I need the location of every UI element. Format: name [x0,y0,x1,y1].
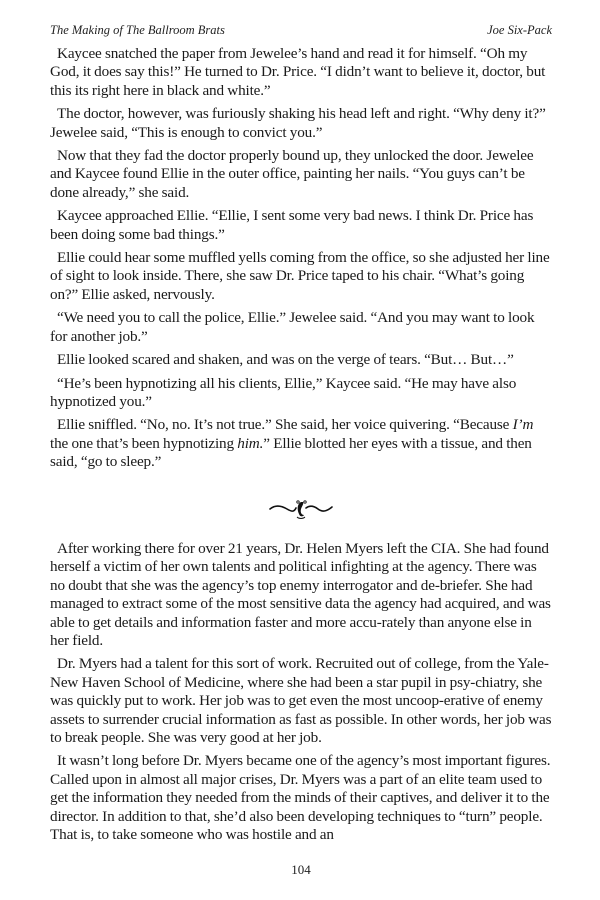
paragraph: Dr. Myers had a talent for this sort of work. Recruited out of college, from the Yale-New Haven School of Medicine, where she had been a star pupil in psy-chiatry, she was quickly put to work. Her job was to get even the most uncoop-erative of enemy assets to surrender crucial information as fast as possible. In other words, her job was to break people. She was very good at her job. [50,655,552,747]
paragraph: It wasn’t long before Dr. Myers became one of the agency’s most important figures. Called upon in almost all major crises, Dr. Myers was a part of an elite team used to get the information they needed from the minds of their captives, and deliver it to the director. In addition to that, she’d also been developing techniques to “turn” people. That is, to take someone who was hostile and an [50,752,551,844]
text-run: Ellie sniffled. “No, no. It’s not true.” She said, her voice quivering. “Because [57,416,513,434]
paragraph: “We need you to call the police, Ellie.” Jewelee said. “And you may want to look for another job.” [50,309,535,345]
paragraph: Kaycee snatched the paper from Jewelee’s hand and read it for himself. “Oh my God, it does say this!” He turned to Dr. Price. “I didn’t want to believe it, doctor, but this its right here in black and white.” [50,45,546,99]
section-two [50,540,552,850]
text-run: the one that’s been hypnotizing [50,434,238,452]
author-name: Joe Six-Pack [487,23,552,37]
paragraph-last [50,416,552,471]
book-title: The Making of The Ballroom Brats [50,23,225,37]
paragraph: Now that they fad the doctor properly bound up, they unlocked the door. Jewelee and Kaycee found Ellie in the outer office, painting her nails. “You guys can’t be done already,” she said. [50,147,534,201]
italic-text: I’m [512,416,534,434]
paragraph: “He’s been hypnotizing all his clients, Ellie,” Kaycee said. “He may have also hypnotized you.” [50,374,517,410]
paragraph: Ellie looked scared and shaken, and was on the verge of tears. “But… But…” [57,351,514,369]
section-break-flourish-icon [268,498,334,520]
text-run: ” Ellie blotted her eyes with a tissue, and then said, “go to sleep.” [50,434,532,471]
paragraph: Ellie could hear some muffled yells coming from the office, so she adjusted her line of sight to look inside. There, she saw Dr. Price taped to his chair. “What’s going on?” Ellie asked, nervously. [50,249,550,303]
italic-text: him. [237,434,264,452]
paragraph: After working there for over 21 years, Dr. Helen Myers left the CIA. She had found herself a victim of her own talents and political infighting at the agency. There was no doubt that she was the agency’s top enemy interrogator and de-briefer. She had managed to extract some of the most sensitive data the agency had acquired, and was able to get details and information faster and more accu-rately than anyone else in her field. [50,540,551,650]
section-break [50,497,552,521]
section-one [50,45,552,477]
page-number: 104 [291,862,311,877]
running-header [50,22,552,38]
paragraph: Kaycee approached Ellie. “Ellie, I sent some very bad news. I think Dr. Price has been doing some bad things.” [50,207,534,243]
paragraph: The doctor, however, was furiously shaking his head left and right. “Why deny it?” Jewelee said, “This is enough to convict you.” [50,105,546,141]
